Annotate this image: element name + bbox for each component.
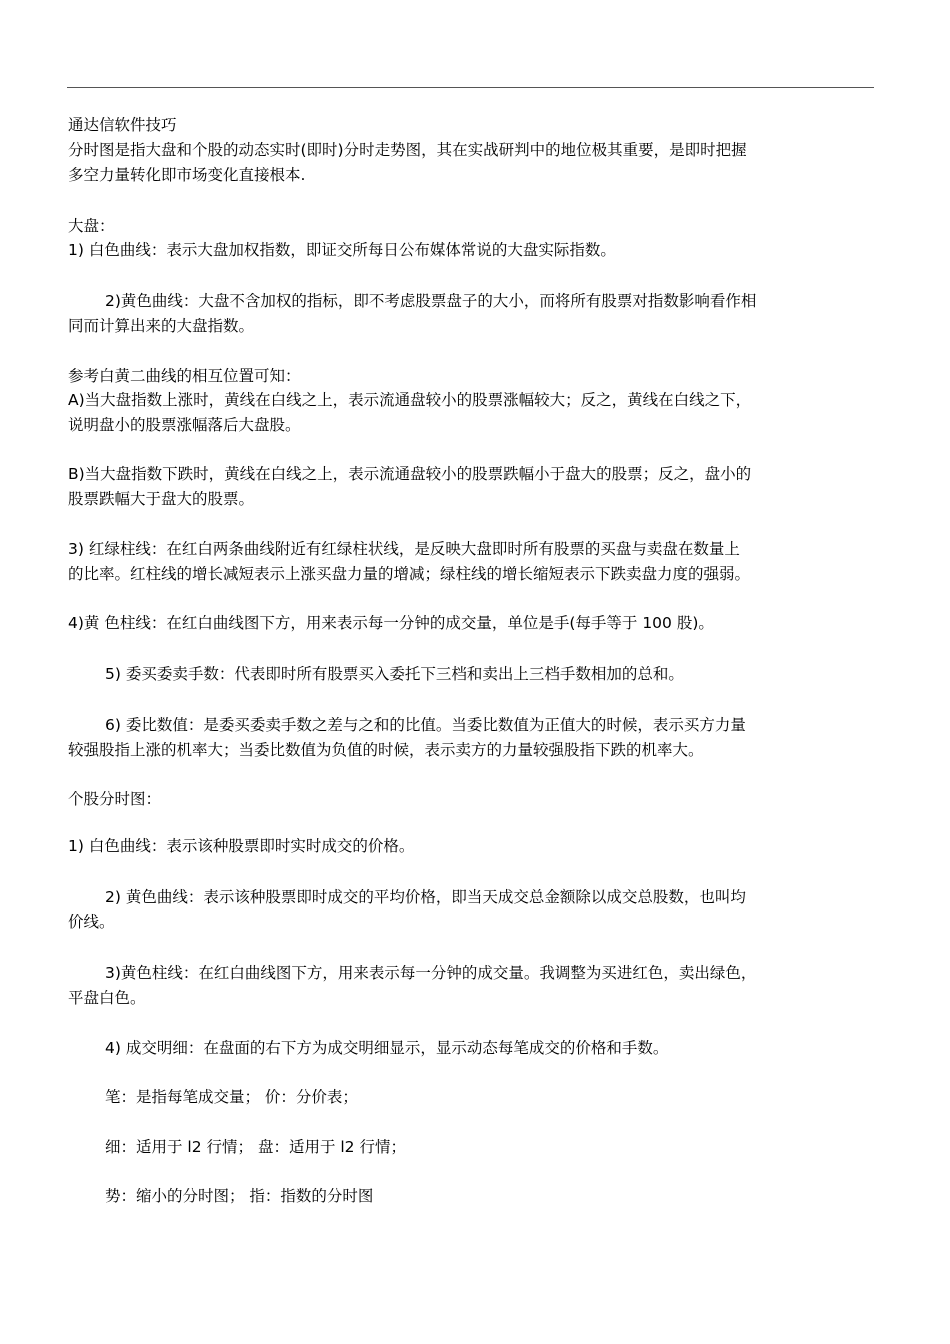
intro-line-1: 分时图是指大盘和个股的动态实时(即时)分时走势图，其在实战研判中的地位极其重要，是即时把握 [68,141,747,159]
header-rule [67,87,874,88]
gegu-heading: 个股分时图： [68,790,162,808]
compare-a-line-2: 说明盘小的股票涨幅落后大盘股。 [68,416,301,434]
dapan-item-2-line-1: 2)黄色曲线：大盘不含加权的指标，即不考虑股票盘子的大小，而将所有股票对指数影响看作相 [105,292,757,310]
note-3: 势：缩小的分时图； 指：指数的分时图 [105,1187,374,1205]
gegu-item-3-line-1: 3)黄色柱线：在红白曲线图下方，用来表示每一分钟的成交量。我调整为买进红色，卖出绿色， [105,964,757,982]
dapan-item-6-line-1: 6) 委比数值：是委买委卖手数之差与之和的比值。当委比数值为正值大的时候，表示买方力量 [105,716,746,734]
gegu-item-3-line-2: 平盘白色。 [68,989,146,1007]
intro-line-2: 多空力量转化即市场变化直接根本. [68,166,306,184]
note-2: 细：适用于 l2 行情； 盘：适用于 l2 行情； [105,1138,406,1156]
doc-title: 通达信软件技巧 [68,116,177,134]
compare-a-line-1: A)当大盘指数上涨时，黄线在白线之上，表示流通盘较小的股票涨幅较大；反之，黄线在白线之下， [68,391,752,409]
dapan-item-5: 5) 委买委卖手数：代表即时所有股票买入委托下三档和卖出上三档手数相加的总和。 [105,665,684,683]
dapan-item-6-line-2: 较强股指上涨的机率大；当委比数值为负值的时候，表示卖方的力量较强股指下跌的机率大。 [68,741,704,759]
gegu-item-2-line-1: 2) 黄色曲线：表示该种股票即时成交的平均价格，即当天成交总金额除以成交总股数，也叫均 [105,888,746,906]
compare-b-line-2: 股票跌幅大于盘大的股票。 [68,490,255,508]
gegu-item-4: 4) 成交明细：在盘面的右下方为成交明细显示，显示动态每笔成交的价格和手数。 [105,1039,669,1057]
note-1: 笔：是指每笔成交量； 价：分价表； [105,1088,358,1106]
dapan-item-2-line-2: 同而计算出来的大盘指数。 [68,317,255,335]
dapan-item-1: 1) 白色曲线：表示大盘加权指数，即证交所每日公布媒体常说的大盘实际指数。 [68,241,616,259]
compare-b-line-1: B)当大盘指数下跌时，黄线在白线之上，表示流通盘较小的股票跌幅小于盘大的股票；反之，盘小的 [68,465,752,483]
dapan-item-4: 4)黄 色柱线：在红白曲线图下方，用来表示每一分钟的成交量，单位是手(每手等于 100 股)。 [68,614,714,632]
dapan-item-3-line-1: 3) 红绿柱线：在红白两条曲线附近有红绿柱状线，是反映大盘即时所有股票的买盘与卖盘在数量上 [68,540,740,558]
gegu-item-2-line-2: 价线。 [68,913,115,931]
dapan-heading: 大盘： [68,217,115,235]
compare-heading: 参考白黄二曲线的相互位置可知： [68,367,301,385]
dapan-item-3-line-2: 的比率。红柱线的增长减短表示上涨买盘力量的增减；绿柱线的增长缩短表示下跌卖盘力度的强弱。 [68,565,751,583]
gegu-item-1: 1) 白色曲线：表示该种股票即时实时成交的价格。 [68,837,415,855]
